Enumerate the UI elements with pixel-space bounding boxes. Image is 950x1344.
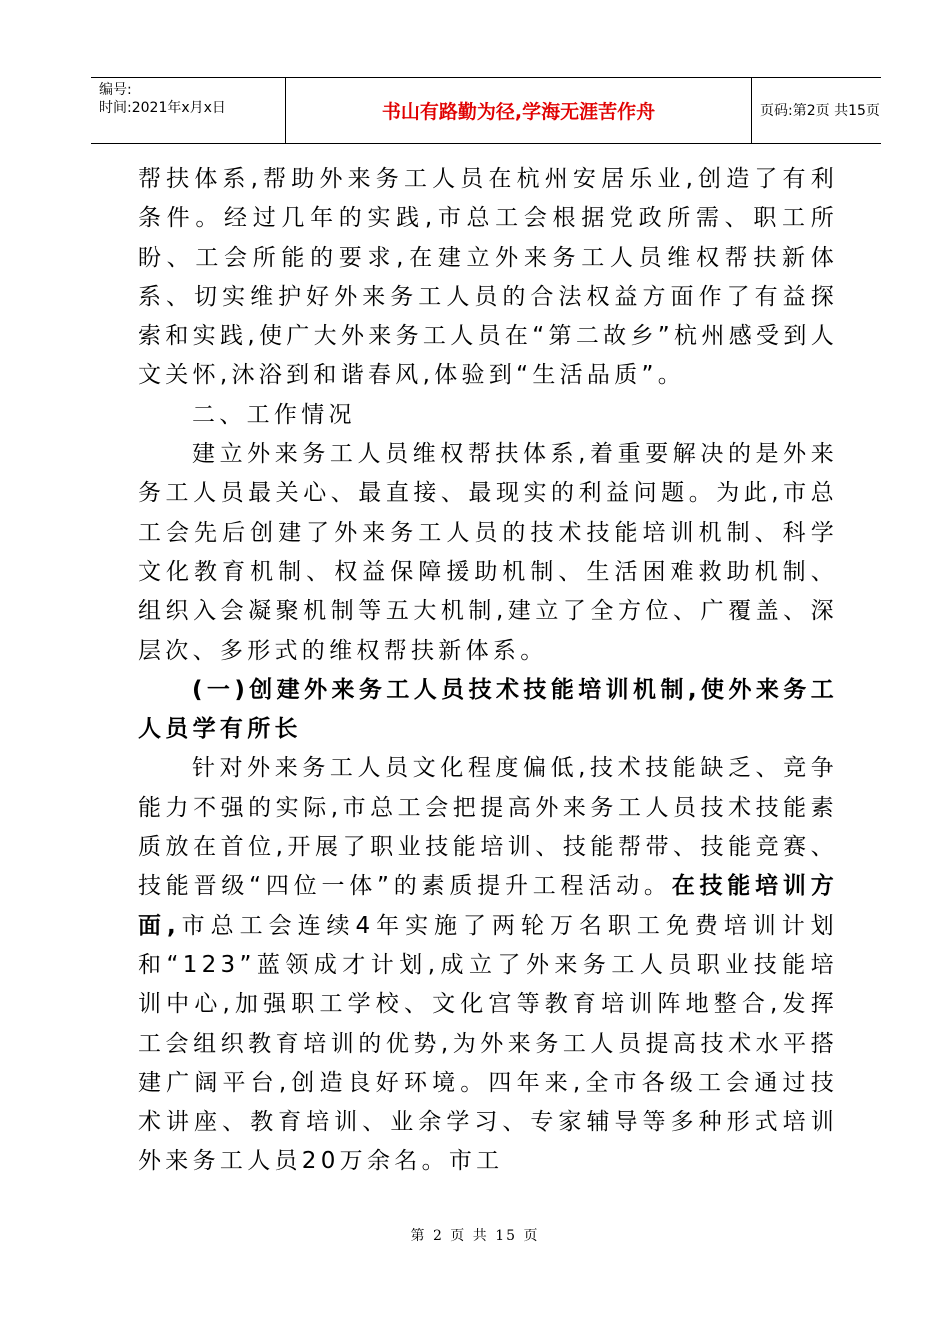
section-heading-work-situation: 二、工作情况 [192,401,356,428]
header-page-label: 页码:第2页 共15页 [760,103,880,119]
header-meta-cell [91,78,286,143]
document-date-label: 时间:2021年x月x日 [99,100,226,116]
subsection-heading-skills-training: (一)创建外来务工人员技术技能培训机制,使外来务工人员学有所长 [138,676,838,743]
paragraph-work-overview: 建立外来务工人员维权帮扶体系,着重要解决的是外来务工人员最关心、最直接、最现实的利益问题。为此,市总工会先后创建了外来务工人员的技术技能培训机制、科学文化教育机制、权益保障援助机制、生活困难救助机制、组织入会凝聚机制等五大机制,建立了全方位、广覆盖、深层次、多形式的维权帮扶新体系。 [138,441,838,664]
header-motto: 书山有路勤为径,学海无涯苦作舟 [381,101,656,123]
paragraph-skills-training [138,749,838,1181]
document-header [91,77,881,144]
document-body [138,160,838,1182]
header-page-cell [752,78,881,143]
paragraph-skills-training-part1: 针对外来务工人员文化程度偏低,技术技能缺乏、竞争能力不强的实际,市总工会把提高外来务工人员技术技能素质放在首位,开展了职业技能培训、技能帮带、技能竞赛、技能晋级“四位一体”的素质提升工程活动。 [138,755,838,900]
paragraph-intro-continued: 帮扶体系,帮助外来务工人员在杭州安居乐业,创造了有利条件。经过几年的实践,市总工会根据党政所需、职工所盼、工会所能的要求,在建立外来务工人员维权帮扶新体系、切实维护好外来务工人员的合法权益方面作了有益探索和实践,使广大外来务工人员在“第二故乡”杭州感受到人文关怀,沐浴到和谐春风,体验到“生活品质”。 [138,166,838,389]
paragraph-skills-training-part2: 市总工会连续4年实施了两轮万名职工免费培训计划和“123”蓝领成才计划,成立了外来务工人员职业技能培训中心,加强职工学校、文化宫等教育培训阵地整合,发挥工会组织教育培训的优势,为外来务工人员提高技术水平搭建广阔平台,创造良好环境。四年来,全市各级工会通过技术讲座、教育培训、业余学习、专家辅导等多种形式培训外来务工人员20万余名。市工 [138,912,838,1175]
paragraph-skills-training-emphasis: 在技能培训方面, [138,873,838,939]
document-number-label: 编号: [99,82,132,98]
header-motto-cell [286,78,752,143]
page-footer: 第 2 页 共 15 页 [410,1228,540,1244]
